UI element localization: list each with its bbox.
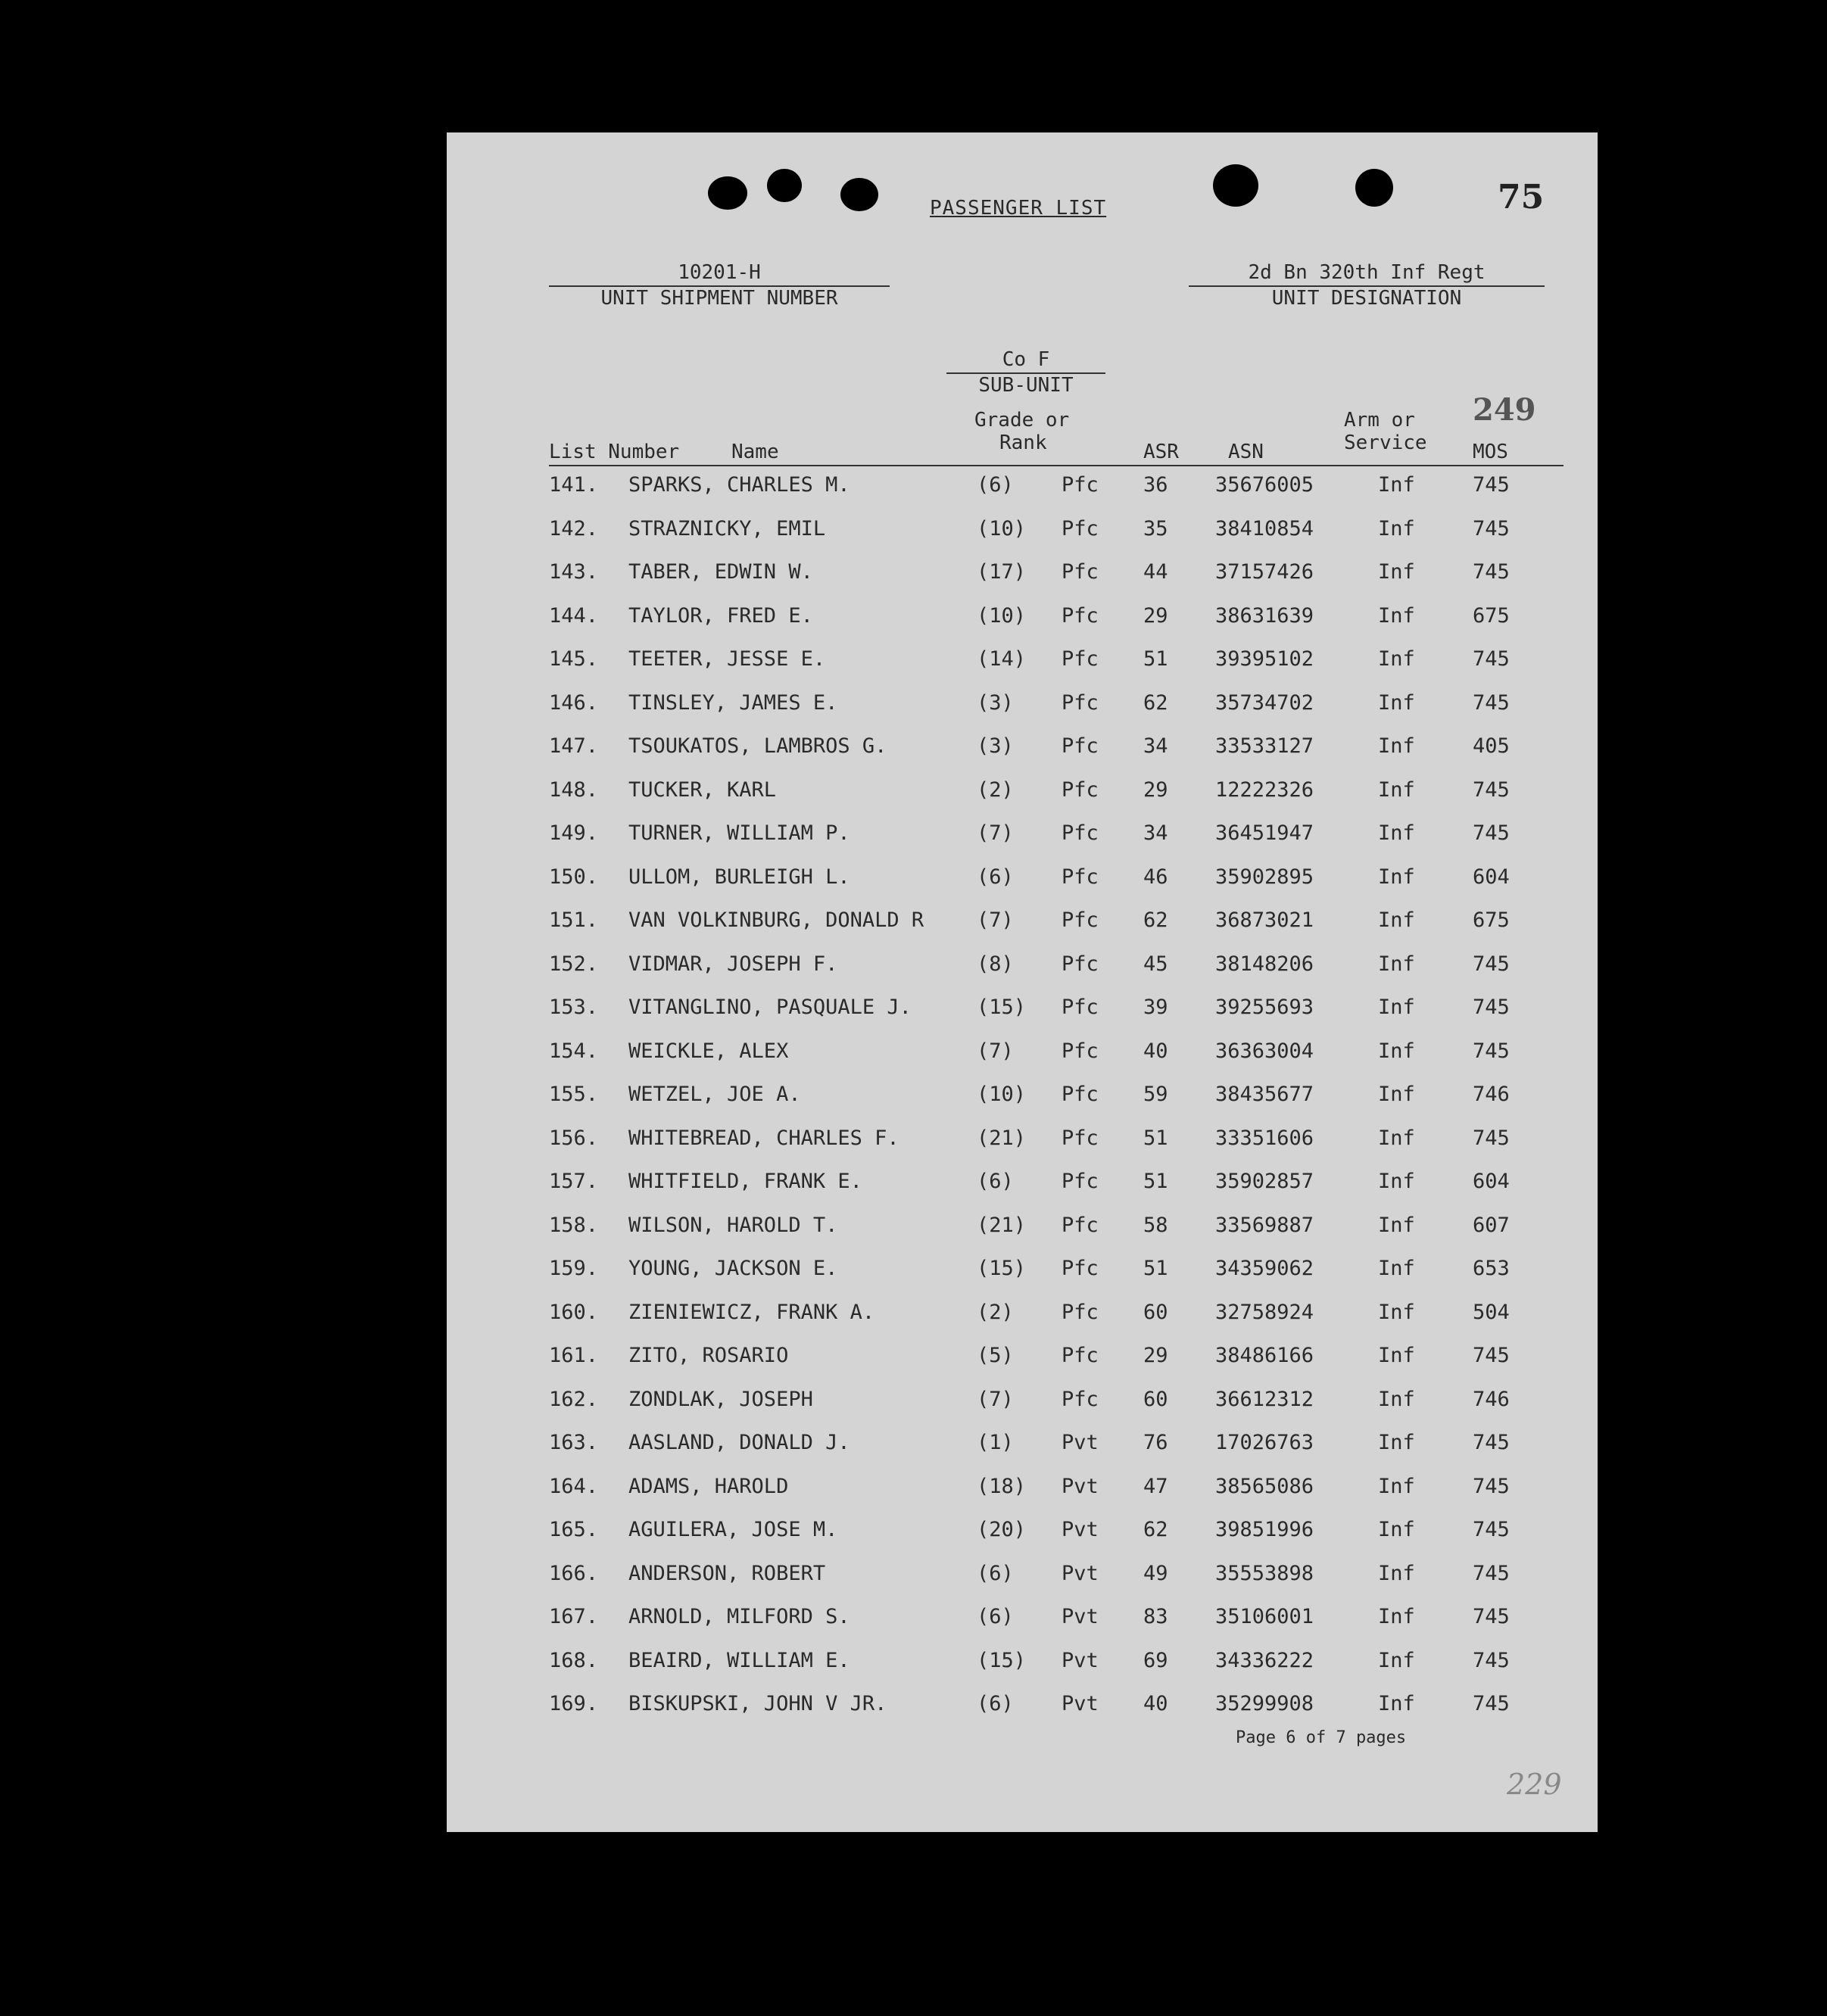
punch-hole <box>1213 164 1258 207</box>
table-row <box>447 996 1598 1035</box>
mos-cell: 745 <box>1473 777 1510 802</box>
asn-cell: 36612312 <box>1215 1387 1314 1411</box>
name-cell: TURNER, WILLIAM P. <box>628 821 850 845</box>
mos-cell: 745 <box>1473 560 1510 584</box>
name-cell: TABER, EDWIN W. <box>628 560 813 584</box>
grade-cell: (18) <box>977 1474 1027 1498</box>
name-cell: AGUILERA, JOSE M. <box>628 1518 838 1541</box>
name-cell: ZITO, ROSARIO <box>628 1344 789 1367</box>
mos-cell: 745 <box>1473 1344 1510 1367</box>
grade-cell: (15) <box>977 996 1027 1019</box>
rank-cell: Pfc <box>1062 1126 1099 1150</box>
arm-cell: Inf <box>1378 1170 1415 1193</box>
list-number-cell: 157. <box>549 1170 599 1193</box>
unit-shipment-number: 10201-H <box>549 261 890 287</box>
grade-cell: (6) <box>977 1692 1014 1715</box>
name-cell: BEAIRD, WILLIAM E. <box>628 1648 850 1672</box>
rank-cell: Pfc <box>1062 1300 1099 1324</box>
list-number-cell: 160. <box>549 1300 599 1324</box>
table-row <box>447 517 1598 556</box>
name-cell: TUCKER, KARL <box>628 777 777 802</box>
mos-cell: 653 <box>1473 1257 1510 1280</box>
rank-cell: Pfc <box>1062 1213 1099 1237</box>
sub-unit-block <box>946 348 1105 397</box>
asr-cell: 83 <box>1143 1605 1168 1628</box>
asr-cell: 60 <box>1143 1387 1168 1411</box>
table-row <box>447 1475 1598 1514</box>
mos-cell: 745 <box>1473 516 1510 541</box>
grade-cell: (20) <box>977 1518 1027 1541</box>
list-number-cell: 147. <box>549 734 599 758</box>
grade-cell: (7) <box>977 1039 1014 1063</box>
asn-cell: 37157426 <box>1215 560 1314 584</box>
asn-cell: 36873021 <box>1215 908 1314 932</box>
table-row <box>447 1692 1598 1731</box>
table-row <box>447 1301 1598 1340</box>
rank-cell: Pfc <box>1062 603 1099 628</box>
list-number-cell: 149. <box>549 821 599 845</box>
grade-cell: (10) <box>977 1083 1027 1106</box>
rank-cell: Pvt <box>1062 1431 1099 1454</box>
asr-cell: 51 <box>1143 1257 1168 1280</box>
arm-cell: Inf <box>1378 1126 1415 1150</box>
asr-cell: 49 <box>1143 1561 1168 1585</box>
asr-cell: 29 <box>1143 603 1168 628</box>
sub-unit-value: Co F <box>946 348 1105 374</box>
mos-cell: 675 <box>1473 908 1510 932</box>
asr-cell: 62 <box>1143 690 1168 715</box>
grade-cell: (6) <box>977 1561 1014 1585</box>
asn-cell: 38148206 <box>1215 952 1314 976</box>
table-row <box>447 821 1598 861</box>
asr-cell: 45 <box>1143 952 1168 976</box>
list-number-cell: 144. <box>549 603 599 628</box>
grade-cell: (2) <box>977 1300 1014 1324</box>
mos-cell: 745 <box>1473 1561 1510 1585</box>
list-number-cell: 162. <box>549 1387 599 1411</box>
list-number-cell: 142. <box>549 516 599 541</box>
mos-cell: 745 <box>1473 1518 1510 1541</box>
grade-cell: (6) <box>977 473 1014 497</box>
name-cell: ANDERSON, ROBERT <box>628 1561 826 1585</box>
rank-cell: Pfc <box>1062 647 1099 671</box>
grade-cell: (6) <box>977 1170 1014 1193</box>
grade-cell: (6) <box>977 1605 1014 1628</box>
rank-cell: Pfc <box>1062 1344 1099 1367</box>
grade-cell: (7) <box>977 821 1014 845</box>
asr-cell: 47 <box>1143 1474 1168 1498</box>
name-cell: ARNOLD, MILFORD S. <box>628 1605 850 1628</box>
unit-shipment-block <box>549 261 890 310</box>
asr-cell: 29 <box>1143 1344 1168 1367</box>
col-grade-line1: Grade or <box>974 409 1070 432</box>
grade-cell: (8) <box>977 952 1014 976</box>
mos-cell: 745 <box>1473 647 1510 671</box>
mos-cell: 675 <box>1473 603 1510 628</box>
sub-unit-label: SUB-UNIT <box>978 374 1074 397</box>
asn-cell: 34359062 <box>1215 1257 1314 1280</box>
list-number-cell: 161. <box>549 1344 599 1367</box>
asn-cell: 35553898 <box>1215 1561 1314 1585</box>
table-row <box>447 1431 1598 1470</box>
name-cell: WILSON, HAROLD T. <box>628 1213 838 1237</box>
rank-cell: Pfc <box>1062 1387 1099 1411</box>
rank-cell: Pfc <box>1062 996 1099 1019</box>
grade-cell: (15) <box>977 1648 1027 1672</box>
grade-cell: (14) <box>977 647 1027 671</box>
name-cell: TAYLOR, FRED E. <box>628 603 813 628</box>
arm-cell: Inf <box>1378 647 1415 671</box>
document-page <box>447 132 1598 1832</box>
punch-hole <box>767 169 802 202</box>
arm-cell: Inf <box>1378 1213 1415 1237</box>
table-row <box>447 691 1598 731</box>
asr-cell: 69 <box>1143 1648 1168 1672</box>
grade-cell: (21) <box>977 1126 1027 1150</box>
punch-hole <box>708 176 747 210</box>
arm-cell: Inf <box>1378 1300 1415 1324</box>
asn-cell: 35734702 <box>1215 690 1314 715</box>
table-row <box>447 604 1598 643</box>
asr-cell: 76 <box>1143 1431 1168 1454</box>
rank-cell: Pfc <box>1062 777 1099 802</box>
unit-designation-block <box>1189 261 1545 310</box>
grade-cell: (2) <box>977 777 1014 802</box>
mos-cell: 607 <box>1473 1213 1510 1237</box>
name-cell: VIDMAR, JOSEPH F. <box>628 952 838 976</box>
list-number-cell: 151. <box>549 908 599 932</box>
table-row <box>447 560 1598 600</box>
grade-cell: (1) <box>977 1431 1014 1454</box>
name-cell: WHITFIELD, FRANK E. <box>628 1170 862 1193</box>
asn-cell: 38486166 <box>1215 1344 1314 1367</box>
table-row <box>447 1518 1598 1557</box>
asr-cell: 51 <box>1143 1170 1168 1193</box>
list-number-cell: 168. <box>549 1648 599 1672</box>
mos-cell: 604 <box>1473 865 1510 889</box>
col-asr: ASR <box>1143 441 1179 463</box>
arm-cell: Inf <box>1378 1692 1415 1715</box>
grade-cell: (3) <box>977 734 1014 758</box>
rank-cell: Pfc <box>1062 560 1099 584</box>
mos-cell: 745 <box>1473 1126 1510 1150</box>
column-headers <box>447 392 1598 469</box>
asn-cell: 33533127 <box>1215 734 1314 758</box>
rank-cell: Pvt <box>1062 1518 1099 1541</box>
handwritten-note: 229 <box>1507 1768 1562 1801</box>
asn-cell: 38435677 <box>1215 1083 1314 1106</box>
rank-cell: Pvt <box>1062 1605 1099 1628</box>
mos-cell: 745 <box>1473 690 1510 715</box>
arm-cell: Inf <box>1378 865 1415 889</box>
asr-cell: 40 <box>1143 1039 1168 1063</box>
list-number-cell: 146. <box>549 690 599 715</box>
arm-cell: Inf <box>1378 1648 1415 1672</box>
list-number-cell: 141. <box>549 473 599 497</box>
list-number-cell: 166. <box>549 1561 599 1585</box>
arm-cell: Inf <box>1378 1257 1415 1280</box>
arm-cell: Inf <box>1378 1561 1415 1585</box>
list-number-cell: 167. <box>549 1605 599 1628</box>
arm-cell: Inf <box>1378 734 1415 758</box>
asn-cell: 35676005 <box>1215 473 1314 497</box>
rank-cell: Pfc <box>1062 473 1099 497</box>
arm-cell: Inf <box>1378 1039 1415 1063</box>
arm-cell: Inf <box>1378 603 1415 628</box>
name-cell: STRAZNICKY, EMIL <box>628 516 826 541</box>
asn-cell: 39851996 <box>1215 1518 1314 1541</box>
arm-cell: Inf <box>1378 996 1415 1019</box>
grade-cell: (7) <box>977 1387 1014 1411</box>
mos-cell: 745 <box>1473 1648 1510 1672</box>
list-number-cell: 150. <box>549 865 599 889</box>
name-cell: ULLOM, BURLEIGH L. <box>628 865 850 889</box>
list-number-cell: 156. <box>549 1126 599 1150</box>
table-row <box>447 1039 1598 1079</box>
header-rule <box>549 465 1564 466</box>
asn-cell: 36363004 <box>1215 1039 1314 1063</box>
rank-cell: Pfc <box>1062 734 1099 758</box>
asn-cell: 35902895 <box>1215 865 1314 889</box>
asn-cell: 35299908 <box>1215 1692 1314 1715</box>
mos-cell: 745 <box>1473 1692 1510 1715</box>
grade-cell: (10) <box>977 516 1027 541</box>
unit-designation-label: UNIT DESIGNATION <box>1271 287 1462 310</box>
asr-cell: 51 <box>1143 647 1168 671</box>
rank-cell: Pfc <box>1062 952 1099 976</box>
name-cell: WHITEBREAD, CHARLES F. <box>628 1126 899 1150</box>
asr-cell: 62 <box>1143 908 1168 932</box>
col-mos: MOS <box>1473 441 1508 463</box>
punch-hole <box>840 178 878 211</box>
mos-cell: 604 <box>1473 1170 1510 1193</box>
rank-cell: Pfc <box>1062 865 1099 889</box>
arm-cell: Inf <box>1378 1605 1415 1628</box>
asr-cell: 46 <box>1143 865 1168 889</box>
list-number-cell: 143. <box>549 560 599 584</box>
asn-cell: 17026763 <box>1215 1431 1314 1454</box>
grade-cell: (21) <box>977 1213 1027 1237</box>
rank-cell: Pfc <box>1062 1257 1099 1280</box>
name-cell: ADAMS, HAROLD <box>628 1474 789 1498</box>
arm-cell: Inf <box>1378 560 1415 584</box>
rank-cell: Pfc <box>1062 1083 1099 1106</box>
table-row <box>447 1388 1598 1427</box>
asn-cell: 12222326 <box>1215 777 1314 802</box>
table-row <box>447 865 1598 905</box>
list-number-cell: 164. <box>549 1474 599 1498</box>
name-cell: ZONDLAK, JOSEPH <box>628 1387 813 1411</box>
table-row <box>447 1649 1598 1688</box>
list-number-cell: 155. <box>549 1083 599 1106</box>
asn-cell: 32758924 <box>1215 1300 1314 1324</box>
page-footer: Page 6 of 7 pages <box>1236 1728 1407 1747</box>
rank-cell: Pfc <box>1062 1170 1099 1193</box>
rank-cell: Pfc <box>1062 1039 1099 1063</box>
asn-cell: 39255693 <box>1215 996 1314 1019</box>
unit-shipment-label: UNIT SHIPMENT NUMBER <box>600 287 838 310</box>
col-list-number: List Number <box>549 441 680 463</box>
rank-cell: Pfc <box>1062 908 1099 932</box>
page-number: 75 <box>1498 178 1545 217</box>
arm-cell: Inf <box>1378 1344 1415 1367</box>
name-cell: VAN VOLKINBURG, DONALD R <box>628 908 924 932</box>
mos-cell: 745 <box>1473 1039 1510 1063</box>
table-row <box>447 1562 1598 1601</box>
asn-cell: 33569887 <box>1215 1213 1314 1237</box>
table-row <box>447 1170 1598 1209</box>
asr-cell: 35 <box>1143 516 1168 541</box>
asn-cell: 39395102 <box>1215 647 1314 671</box>
grade-cell: (3) <box>977 690 1014 715</box>
name-cell: TEETER, JESSE E. <box>628 647 826 671</box>
mos-cell: 745 <box>1473 952 1510 976</box>
col-arm-line2: Service <box>1344 432 1427 454</box>
asr-cell: 44 <box>1143 560 1168 584</box>
asr-cell: 62 <box>1143 1518 1168 1541</box>
list-number-cell: 152. <box>549 952 599 976</box>
arm-cell: Inf <box>1378 516 1415 541</box>
list-number-cell: 154. <box>549 1039 599 1063</box>
asn-cell: 38410854 <box>1215 516 1314 541</box>
punch-hole <box>1355 169 1393 207</box>
rank-cell: Pfc <box>1062 516 1099 541</box>
col-asn: ASN <box>1228 441 1264 463</box>
rank-cell: Pfc <box>1062 690 1099 715</box>
rank-cell: Pvt <box>1062 1561 1099 1585</box>
arm-cell: Inf <box>1378 821 1415 845</box>
table-row <box>447 1257 1598 1296</box>
table-row <box>447 952 1598 992</box>
grade-cell: (17) <box>977 560 1027 584</box>
name-cell: ZIENIEWICZ, FRANK A. <box>628 1300 875 1324</box>
name-cell: BISKUPSKI, JOHN V JR. <box>628 1692 887 1715</box>
table-row <box>447 1126 1598 1166</box>
table-row <box>447 1344 1598 1383</box>
grade-cell: (10) <box>977 603 1027 628</box>
table-row <box>447 1083 1598 1122</box>
grade-cell: (5) <box>977 1344 1014 1367</box>
col-grade-line2: Rank <box>999 432 1047 454</box>
arm-cell: Inf <box>1378 952 1415 976</box>
rank-cell: Pvt <box>1062 1692 1099 1715</box>
arm-cell: Inf <box>1378 473 1415 497</box>
mos-cell: 746 <box>1473 1387 1510 1411</box>
arm-cell: Inf <box>1378 1474 1415 1498</box>
list-number-cell: 163. <box>549 1431 599 1454</box>
list-number-cell: 148. <box>549 777 599 802</box>
table-row <box>447 473 1598 513</box>
table-row <box>447 908 1598 948</box>
table-row <box>447 734 1598 774</box>
asr-cell: 51 <box>1143 1126 1168 1150</box>
list-number-cell: 158. <box>549 1213 599 1237</box>
list-number-cell: 165. <box>549 1518 599 1541</box>
mos-cell: 405 <box>1473 734 1510 758</box>
asr-cell: 29 <box>1143 777 1168 802</box>
name-cell: WEICKLE, ALEX <box>628 1039 789 1063</box>
rank-cell: Pfc <box>1062 821 1099 845</box>
arm-cell: Inf <box>1378 1518 1415 1541</box>
asr-cell: 60 <box>1143 1300 1168 1324</box>
asn-cell: 38631639 <box>1215 603 1314 628</box>
asr-cell: 34 <box>1143 821 1168 845</box>
list-number-cell: 169. <box>549 1692 599 1715</box>
mos-cell: 745 <box>1473 1605 1510 1628</box>
table-row <box>447 1214 1598 1253</box>
mos-cell: 746 <box>1473 1083 1510 1106</box>
asr-cell: 34 <box>1143 734 1168 758</box>
mos-written-number: 249 <box>1473 392 1536 428</box>
arm-cell: Inf <box>1378 908 1415 932</box>
page-title: PASSENGER LIST <box>930 197 1107 220</box>
rank-cell: Pvt <box>1062 1474 1099 1498</box>
asr-cell: 58 <box>1143 1213 1168 1237</box>
col-arm-line1: Arm or <box>1344 409 1415 432</box>
asr-cell: 59 <box>1143 1083 1168 1106</box>
asr-cell: 36 <box>1143 473 1168 497</box>
mos-cell: 504 <box>1473 1300 1510 1324</box>
mos-cell: 745 <box>1473 996 1510 1019</box>
table-row <box>447 647 1598 687</box>
table-row <box>447 778 1598 818</box>
asn-cell: 36451947 <box>1215 821 1314 845</box>
name-cell: WETZEL, JOE A. <box>628 1083 801 1106</box>
name-cell: YOUNG, JACKSON E. <box>628 1257 838 1280</box>
arm-cell: Inf <box>1378 1387 1415 1411</box>
asn-cell: 35106001 <box>1215 1605 1314 1628</box>
arm-cell: Inf <box>1378 1431 1415 1454</box>
unit-designation-value: 2d Bn 320th Inf Regt <box>1189 261 1545 287</box>
name-cell: AASLAND, DONALD J. <box>628 1431 850 1454</box>
name-cell: TINSLEY, JAMES E. <box>628 690 838 715</box>
rank-cell: Pvt <box>1062 1648 1099 1672</box>
mos-cell: 745 <box>1473 1431 1510 1454</box>
name-cell: SPARKS, CHARLES M. <box>628 473 850 497</box>
list-number-cell: 145. <box>549 647 599 671</box>
asn-cell: 38565086 <box>1215 1474 1314 1498</box>
list-number-cell: 159. <box>549 1257 599 1280</box>
asr-cell: 39 <box>1143 996 1168 1019</box>
grade-cell: (15) <box>977 1257 1027 1280</box>
arm-cell: Inf <box>1378 777 1415 802</box>
asr-cell: 40 <box>1143 1692 1168 1715</box>
arm-cell: Inf <box>1378 1083 1415 1106</box>
asn-cell: 33351606 <box>1215 1126 1314 1150</box>
mos-cell: 745 <box>1473 1474 1510 1498</box>
name-cell: TSOUKATOS, LAMBROS G. <box>628 734 887 758</box>
list-number-cell: 153. <box>549 996 599 1019</box>
grade-cell: (7) <box>977 908 1014 932</box>
asn-cell: 34336222 <box>1215 1648 1314 1672</box>
arm-cell: Inf <box>1378 690 1415 715</box>
mos-cell: 745 <box>1473 821 1510 845</box>
name-cell: VITANGLINO, PASQUALE J. <box>628 996 912 1019</box>
asn-cell: 35902857 <box>1215 1170 1314 1193</box>
mos-cell: 745 <box>1473 473 1510 497</box>
grade-cell: (6) <box>977 865 1014 889</box>
col-name: Name <box>731 441 779 463</box>
table-row <box>447 1605 1598 1644</box>
